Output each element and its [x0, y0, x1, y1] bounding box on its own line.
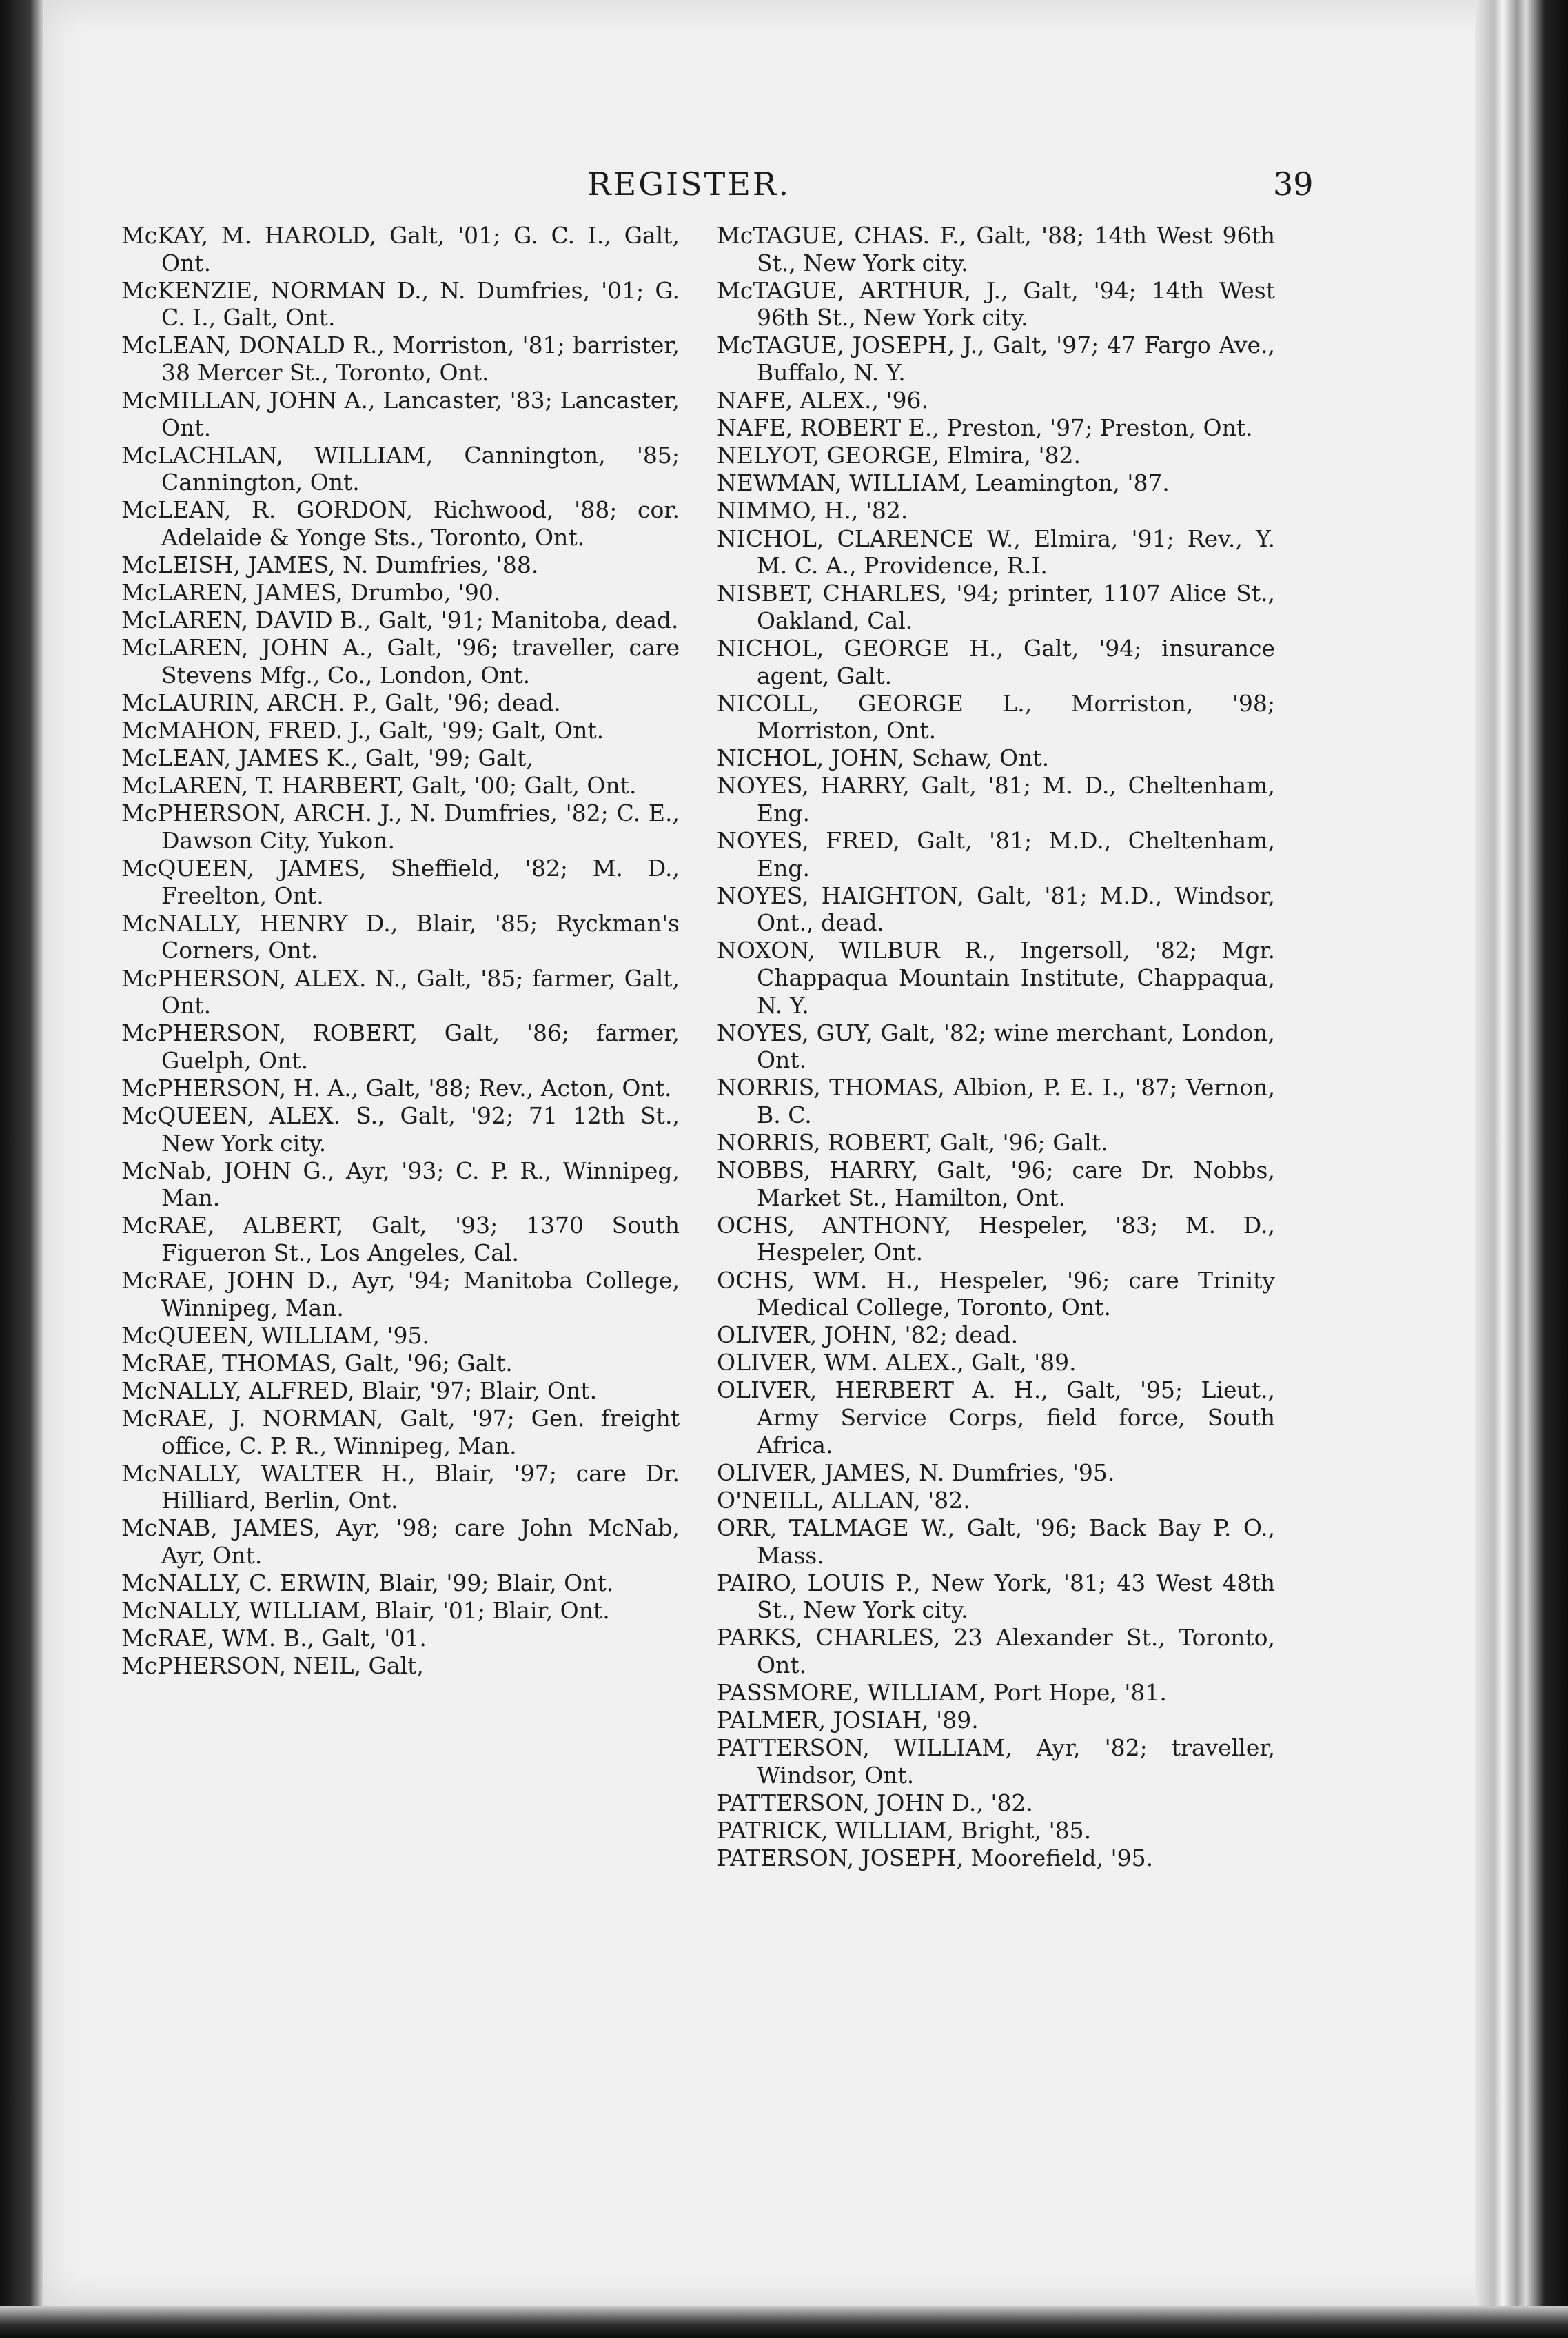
register-entry: NOXON, WILBUR R., Ingersoll, '82; Mgr. Chappaqua Mountain Institute, Chappaqua, N. Y. — [717, 937, 1275, 1019]
register-entry: NISBET, CHARLES, '94; printer, 1107 Alice St., Oakland, Cal. — [717, 580, 1275, 634]
register-entry: PATTERSON, JOHN D., '82. — [717, 1789, 1033, 1816]
register-entry: NICHOL, GEORGE H., Galt, '94; insurance agent, Galt. — [717, 634, 1275, 689]
register-entry: McRAE, WM. B., Galt, '01. — [121, 1625, 427, 1652]
register-entry: McLEAN, JAMES K., Galt, '99; Galt, — [121, 744, 533, 772]
register-entry: McLAURIN, ARCH. P., Galt, '96; dead. — [121, 689, 561, 717]
register-entry: McLEAN, DONALD R., Morriston, '81; barrister, 38 Mercer St., Toronto, Ont. — [121, 332, 680, 386]
register-entry: OLIVER, JOHN, '82; dead. — [717, 1321, 1019, 1349]
register-entry: NOYES, HAIGHTON, Galt, '81; M.D., Windsor, Ont., dead. — [717, 882, 1275, 937]
register-entry: McLEISH, JAMES, N. Dumfries, '88. — [121, 551, 539, 579]
register-entry: OLIVER, WM. ALEX., Galt, '89. — [717, 1349, 1077, 1376]
register-entry: McNab, JOHN G., Ayr, '93; C. P. R., Winnipeg, Man. — [121, 1157, 680, 1212]
register-entry: PATTERSON, WILLIAM, Ayr, '82; traveller, Windsor, Ont. — [717, 1734, 1275, 1789]
page-header — [43, 165, 1521, 214]
register-entry: McLAREN, JAMES, Drumbo, '90. — [121, 579, 501, 607]
register-entry: OCHS, WM. H., Hespeler, '96; care Trinity Medical College, Toronto, Ont. — [717, 1266, 1275, 1321]
register-entry: McNALLY, ALFRED, Blair, '97; Blair, Ont. — [121, 1376, 598, 1404]
register-column-right — [717, 222, 1275, 1872]
register-entry: NELYOT, GEORGE, Elmira, '82. — [717, 442, 1081, 469]
page-title: REGISTER. — [587, 165, 791, 203]
register-entry: PALMER, JOSIAH, '89. — [717, 1707, 979, 1734]
register-entry: McNALLY, C. ERWIN, Blair, '99; Blair, Ont. — [121, 1569, 614, 1597]
register-entry: NIMMO, H., '82. — [717, 497, 908, 525]
page-number: 39 — [1273, 165, 1314, 203]
register-entry: McPHERSON, ROBERT, Galt, '86; farmer, Guelph, Ont. — [121, 1019, 680, 1074]
register-entry: McLEAN, R. GORDON, Richwood, '88; cor. Adelaide & Yonge Sts., Toronto, Ont. — [121, 496, 680, 551]
register-entry: NORRIS, ROBERT, Galt, '96; Galt. — [717, 1129, 1108, 1157]
register-entry: O'NEILL, ALLAN, '82. — [717, 1486, 970, 1514]
register-entry: NOYES, FRED, Galt, '81; M.D., Cheltenham, Eng. — [717, 827, 1275, 882]
register-entry: PARKS, CHARLES, 23 Alexander St., Toronto, Ont. — [717, 1624, 1275, 1678]
register-entry: McRAE, JOHN D., Ayr, '94; Manitoba College, Winnipeg, Man. — [121, 1267, 680, 1321]
register-entry: McKENZIE, NORMAN D., N. Dumfries, '01; G. C. I., Galt, Ont. — [121, 276, 680, 332]
register-entry: McNALLY, WALTER H., Blair, '97; care Dr. Hilliard, Berlin, Ont. — [121, 1459, 680, 1514]
register-entry: ORR, TALMAGE W., Galt, '96; Back Bay P. O., Mass. — [717, 1514, 1275, 1569]
register-entry: OLIVER, HERBERT A. H., Galt, '95; Lieut., Army Service Corps, field force, South Africa. — [717, 1376, 1275, 1458]
register-entry: NAFE, ALEX., '96. — [717, 387, 929, 414]
page-edge-stack — [1475, 0, 1568, 2338]
register-entry: McLAREN, DAVID B., Galt, '91; Manitoba, dead. — [121, 607, 679, 634]
register-entry: PATERSON, JOSEPH, Moorefield, '95. — [717, 1844, 1154, 1872]
register-entry: NICHOL, CLARENCE W., Elmira, '91; Rev., Y. M. C. A., Providence, R.I. — [717, 525, 1275, 580]
register-entry: NOBBS, HARRY, Galt, '96; care Dr. Nobbs, Market St., Hamilton, Ont. — [717, 1157, 1275, 1211]
register-entry: McMAHON, FRED. J., Galt, '99; Galt, Ont. — [121, 717, 604, 744]
register-entry: NOYES, GUY, Galt, '82; wine merchant, London, Ont. — [717, 1019, 1275, 1074]
register-column-left — [121, 222, 680, 1680]
register-entry: McTAGUE, ARTHUR, J., Galt, '94; 14th West 96th St., New York city. — [717, 276, 1275, 332]
register-entry: NICOLL, GEORGE L., Morriston, '98; Morriston, Ont. — [717, 689, 1275, 744]
register-entry: McPHERSON, NEIL, Galt, — [121, 1652, 424, 1680]
register-entry: McTAGUE, JOSEPH, J., Galt, '97; 47 Fargo Ave., Buffalo, N. Y. — [717, 332, 1275, 386]
register-entry: McQUEEN, WILLIAM, '95. — [121, 1321, 430, 1349]
register-entry: McNALLY, WILLIAM, Blair, '01; Blair, Ont. — [121, 1597, 610, 1625]
register-entry: NAFE, ROBERT E., Preston, '97; Preston, Ont. — [717, 414, 1253, 442]
register-entry: McTAGUE, CHAS. F., Galt, '88; 14th West 96th St., New York city. — [717, 222, 1275, 276]
register-entry: PATRICK, WILLIAM, Bright, '85. — [717, 1816, 1092, 1844]
page-bottom-edge — [0, 2306, 1568, 2338]
register-entry: OLIVER, JAMES, N. Dumfries, '95. — [717, 1458, 1115, 1486]
book-spine-shadow — [0, 0, 43, 2338]
register-entry: McRAE, J. NORMAN, Galt, '97; Gen. freight office, C. P. R., Winnipeg, Man. — [121, 1405, 680, 1459]
register-entry: NORRIS, THOMAS, Albion, P. E. I., '87; Vernon, B. C. — [717, 1074, 1275, 1128]
register-entry: McMILLAN, JOHN A., Lancaster, '83; Lancaster, Ont. — [121, 387, 680, 441]
register-entry: McPHERSON, H. A., Galt, '88; Rev., Acton, Ont. — [121, 1074, 672, 1101]
register-entry: McRAE, THOMAS, Galt, '96; Galt. — [121, 1349, 513, 1376]
register-entry: McQUEEN, ALEX. S., Galt, '92; 71 12th St., New York city. — [121, 1102, 680, 1157]
register-entry: McNAB, JAMES, Ayr, '98; care John McNab, Ayr, Ont. — [121, 1514, 680, 1569]
register-entry: McLAREN, T. HARBERT, Galt, '00; Galt, Ont. — [121, 772, 637, 800]
register-entry: McPHERSON, ARCH. J., N. Dumfries, '82; C. E., Dawson City, Yukon. — [121, 800, 680, 855]
register-entry: McLACHLAN, WILLIAM, Cannington, '85; Cannington, Ont. — [121, 441, 680, 496]
register-entry: McRAE, ALBERT, Galt, '93; 1370 South Figueron St., Los Angeles, Cal. — [121, 1212, 680, 1266]
register-entry: McLAREN, JOHN A., Galt, '96; traveller, care Stevens Mfg., Co., London, Ont. — [121, 634, 680, 689]
register-entry: OCHS, ANTHONY, Hespeler, '83; M. D., Hespeler, Ont. — [717, 1211, 1275, 1266]
register-entry: PAIRO, LOUIS P., New York, '81; 43 West 48th St., New York city. — [717, 1569, 1275, 1624]
register-entry: McNALLY, HENRY D., Blair, '85; Ryckman's Corners, Ont. — [121, 909, 680, 964]
register-entry: PASSMORE, WILLIAM, Port Hope, '81. — [717, 1678, 1167, 1706]
register-entry: McPHERSON, ALEX. N., Galt, '85; farmer, Galt, Ont. — [121, 964, 680, 1019]
register-entry: NICHOL, JOHN, Schaw, Ont. — [717, 744, 1050, 772]
register-entry: McKAY, M. HAROLD, Galt, '01; G. C. I., Galt, Ont. — [121, 222, 680, 276]
register-entry: McQUEEN, JAMES, Sheffield, '82; M. D., Freelton, Ont. — [121, 855, 680, 909]
register-entry: NOYES, HARRY, Galt, '81; M. D., Cheltenham, Eng. — [717, 772, 1275, 826]
register-entry: NEWMAN, WILLIAM, Leamington, '87. — [717, 469, 1170, 497]
